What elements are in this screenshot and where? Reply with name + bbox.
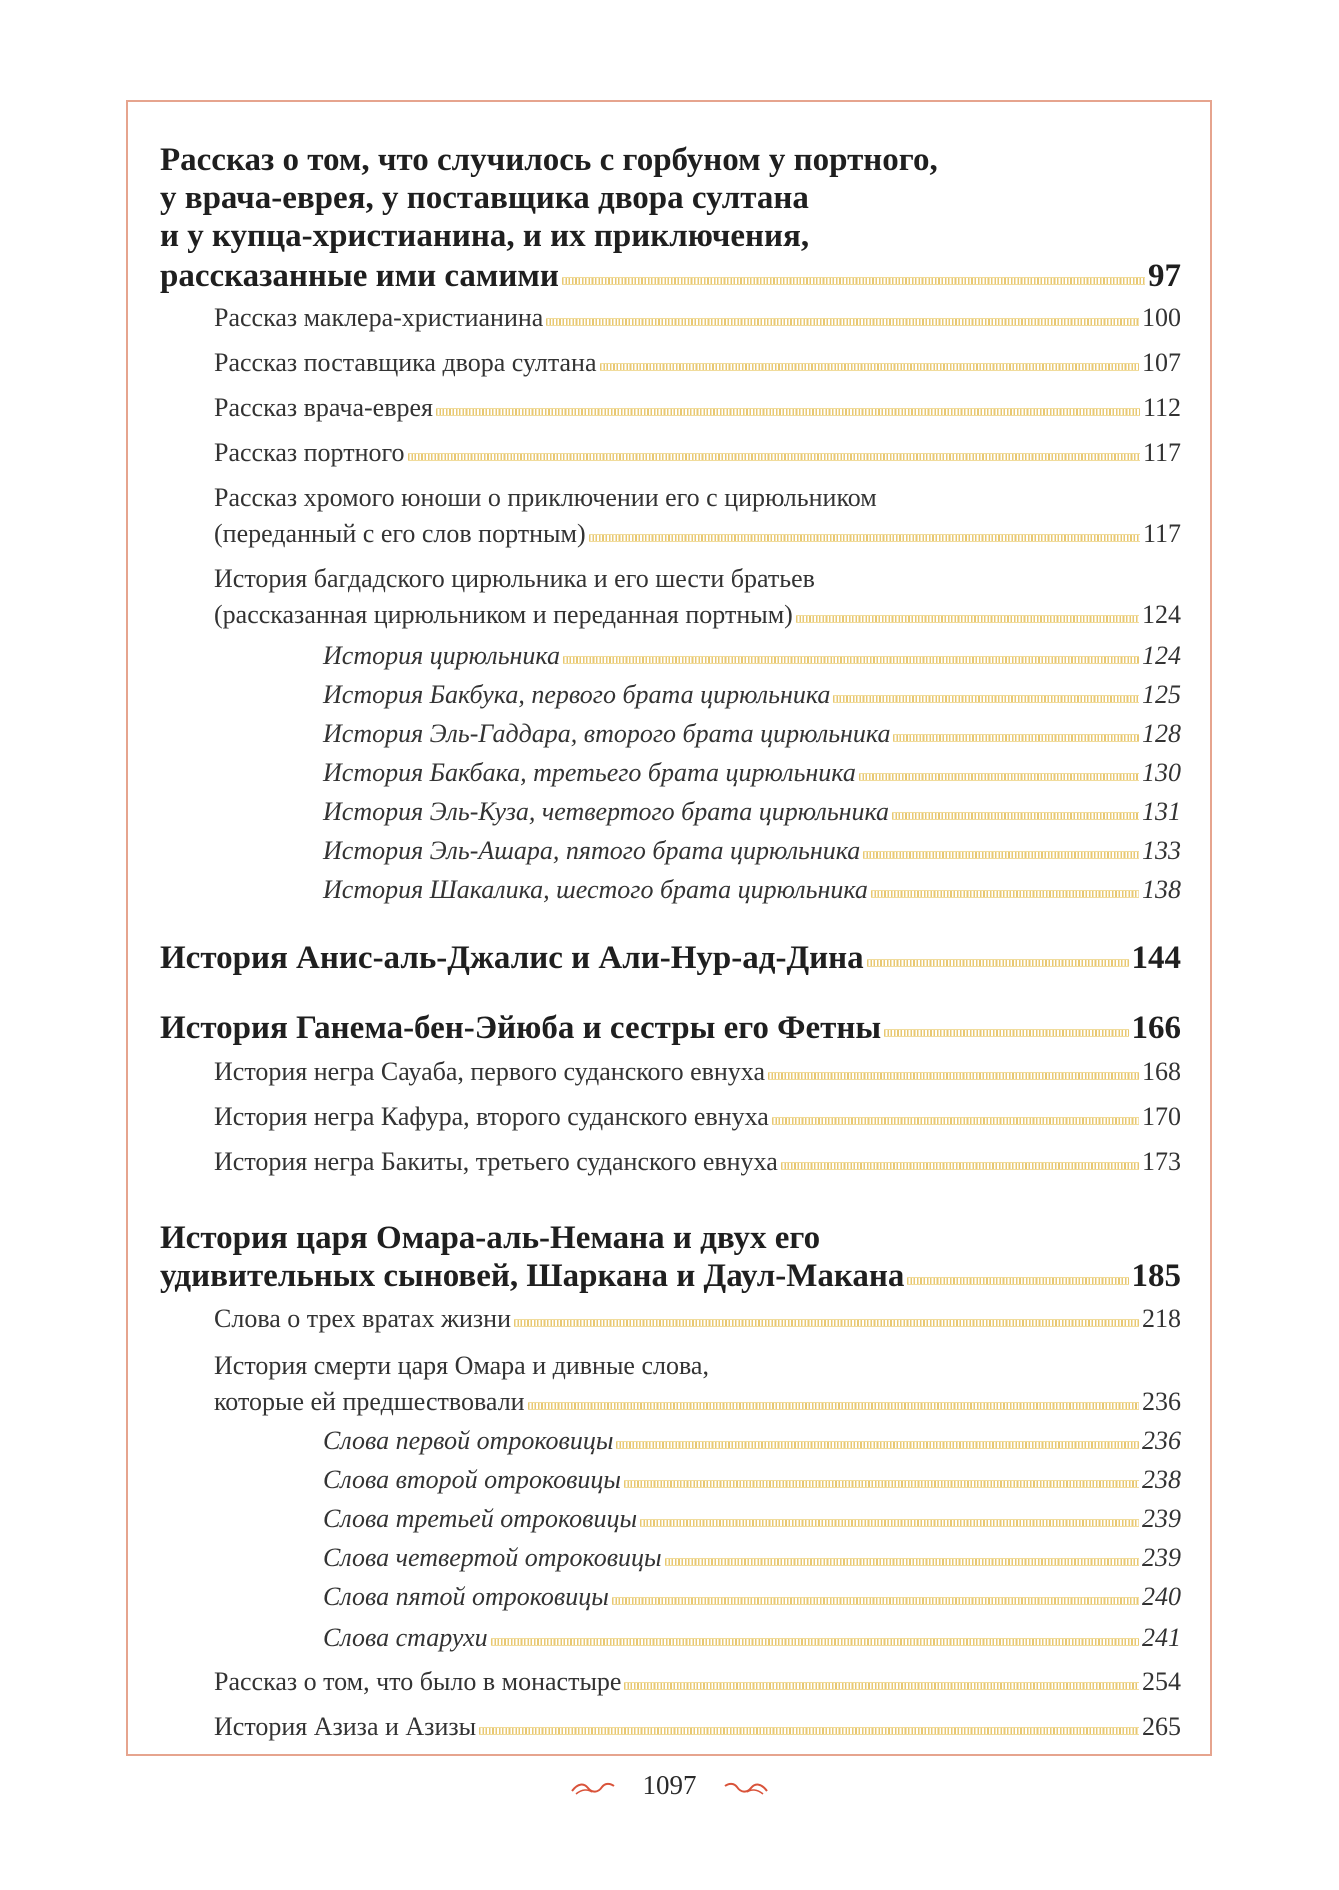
toc-entry-title: История Бакбака, третьего брата цирюльника (323, 758, 856, 787)
toc-entry-title: Рассказ поставщика двора султана (214, 348, 597, 377)
toc-entry-line: История смерти царя Омара и дивные слова, (214, 1351, 709, 1380)
toc-page-number: 240 (1142, 1582, 1181, 1611)
toc-entry-title: История Ганема-бен-Эйюба и сестры его Фетны (160, 1010, 882, 1046)
toc-entry-line: Рассказ хромого юноши о приключении его с цирюльником (214, 483, 877, 512)
toc-page-number: 166 (1131, 1010, 1181, 1046)
toc-entry[interactable] (323, 718, 1181, 750)
toc-entry-title: История Эль-Гаддара, второго брата цирюльника (323, 719, 891, 748)
toc-entry[interactable] (323, 835, 1181, 867)
dot-leader (546, 318, 1139, 326)
dot-leader (479, 1727, 1139, 1735)
toc-page-number: 117 (1142, 438, 1181, 467)
toc-page-number: 254 (1142, 1667, 1181, 1696)
toc-entry[interactable] (323, 640, 1181, 672)
toc-entry[interactable] (214, 1101, 1181, 1133)
toc-entry-line: История царя Омара-аль-Немана и двух его (160, 1220, 821, 1256)
toc-entry[interactable] (214, 437, 1181, 469)
toc-page-number: 124 (1142, 600, 1181, 629)
toc-entry-title: Рассказ маклера-христианина (214, 303, 544, 332)
dot-leader (408, 453, 1140, 461)
toc-entry[interactable] (323, 1425, 1181, 1457)
toc-entry[interactable] (214, 1146, 1181, 1178)
toc-page-number: 133 (1142, 836, 1181, 865)
toc-entry-line: и у купца-христианина, и их приключения, (160, 218, 810, 254)
toc-entry-title: История негра Сауаба, первого суданского евнуха (214, 1057, 766, 1086)
toc-page-number: 130 (1142, 758, 1181, 787)
toc-page-number: 239 (1142, 1543, 1181, 1572)
toc-page-number: 238 (1142, 1465, 1181, 1494)
toc-entry-title: Слова четвертой отроковицы (323, 1543, 662, 1572)
toc-entry-title: (рассказанная цирюльником и переданная портным) (214, 600, 793, 629)
dot-leader (528, 1402, 1139, 1410)
toc-entry-title: Рассказ врача-еврея (214, 393, 433, 422)
toc-page-number: 185 (1131, 1258, 1181, 1294)
page-footer (0, 1770, 1339, 1801)
toc-page-number: 124 (1142, 641, 1181, 670)
toc-page-number: 131 (1142, 797, 1181, 826)
dot-leader (612, 1597, 1139, 1605)
dot-leader (772, 1117, 1139, 1125)
toc-entry-title: Слова первой отроковицы (323, 1426, 614, 1455)
toc-entry-line: Рассказ о том, что случилось с горбуном у портного, (160, 142, 938, 178)
toc-entry-title: История Эль-Ашара, пятого брата цирюльника (323, 836, 861, 865)
toc-entry-title: Слова третьей отроковицы (323, 1504, 638, 1533)
toc-entry[interactable] (214, 392, 1181, 424)
toc-entry[interactable] (160, 256, 1181, 296)
toc-page-number: 241 (1142, 1623, 1181, 1652)
dot-leader (907, 1277, 1128, 1285)
toc-page-number: 218 (1142, 1304, 1181, 1333)
toc-page-number: 112 (1142, 393, 1181, 422)
toc-entry-title: Слова старухи (323, 1623, 488, 1652)
toc-entry[interactable] (214, 347, 1181, 379)
dot-leader (624, 1682, 1139, 1690)
dot-leader (514, 1319, 1139, 1327)
toc-page-number: 170 (1142, 1102, 1181, 1131)
toc-entry-title: История Эль-Куза, четвертого брата цирюльника (323, 797, 890, 826)
toc-entry[interactable] (323, 1581, 1181, 1613)
toc-entry[interactable] (323, 796, 1181, 828)
toc-entry[interactable] (160, 938, 1181, 978)
right-ornament-icon (723, 1780, 769, 1796)
dot-leader (781, 1162, 1139, 1170)
toc-entry[interactable] (323, 874, 1181, 906)
toc-page-number: 117 (1142, 519, 1181, 548)
dot-leader (884, 1029, 1128, 1037)
toc-page-number: 173 (1142, 1147, 1181, 1176)
dot-leader (863, 851, 1139, 859)
toc-entry-title: (переданный с его слов портным) (214, 519, 586, 548)
toc-page-number: 128 (1142, 719, 1181, 748)
toc-page-number: 239 (1142, 1504, 1181, 1533)
toc-entry[interactable] (323, 757, 1181, 789)
toc-entry-title: История Азиза и Азизы (214, 1712, 477, 1741)
toc-entry[interactable] (214, 1386, 1181, 1418)
toc-entry-title: История цирюльника (323, 641, 560, 670)
toc-entry[interactable] (323, 1542, 1181, 1574)
toc-entry[interactable] (214, 518, 1181, 550)
toc-page-number: 236 (1142, 1387, 1181, 1416)
dot-leader (871, 890, 1139, 898)
toc-entry[interactable] (214, 1056, 1181, 1088)
toc-entry-title: История негра Кафура, второго суданского евнуха (214, 1102, 769, 1131)
dot-leader (563, 656, 1139, 664)
dot-leader (640, 1519, 1139, 1527)
toc-entry-title: Рассказ портного (214, 438, 405, 467)
toc-entry-title: История Бакбука, первого брата цирюльника (323, 680, 831, 709)
toc-entry-title: рассказанные ими самими (160, 258, 559, 294)
dot-leader (859, 773, 1139, 781)
dot-leader (665, 1558, 1139, 1566)
toc-entry[interactable] (323, 679, 1181, 711)
toc-entry-title: которые ей предшествовали (214, 1387, 525, 1416)
dot-leader (491, 1638, 1139, 1646)
toc-entry[interactable] (323, 1503, 1181, 1535)
toc-page-number: 107 (1142, 348, 1181, 377)
toc-entry[interactable] (214, 302, 1181, 334)
dot-leader (893, 734, 1139, 742)
toc-page-number: 97 (1148, 258, 1181, 294)
dot-leader (624, 1480, 1139, 1488)
dot-leader (796, 615, 1139, 623)
toc-entry-title: История Шакалика, шестого брата цирюльника (323, 875, 868, 904)
dot-leader (589, 534, 1140, 542)
toc-entry[interactable] (160, 1256, 1181, 1296)
dot-leader (436, 408, 1140, 416)
toc-entry-title: История Анис-аль-Джалис и Али-Нур-ад-Дина (160, 940, 864, 976)
toc-entry[interactable] (214, 1666, 1181, 1698)
toc-entry-title: История негра Бакиты, третьего суданского евнуха (214, 1147, 778, 1176)
dot-leader (600, 363, 1139, 371)
toc-page-number: 236 (1142, 1426, 1181, 1455)
toc-page-number: 125 (1142, 680, 1181, 709)
toc-entry[interactable] (160, 1008, 1181, 1048)
dot-leader (562, 277, 1145, 285)
left-ornament-icon (570, 1780, 616, 1796)
toc-entry-title: Слова пятой отроковицы (323, 1582, 609, 1611)
toc-entry[interactable] (214, 599, 1181, 631)
dot-leader (768, 1072, 1139, 1080)
dot-leader (867, 959, 1129, 967)
toc-entry[interactable] (323, 1464, 1181, 1496)
toc-entry-line: История багдадского цирюльника и его шести братьев (214, 564, 815, 593)
toc-page-number: 168 (1142, 1057, 1181, 1086)
toc-entry-line: у врача-еврея, у поставщика двора султана (160, 180, 809, 216)
toc-page-number: 144 (1131, 940, 1181, 976)
dot-leader (833, 695, 1139, 703)
toc-entry-title: удивительных сыновей, Шаркана и Даул-Макана (160, 1258, 905, 1294)
toc-entry[interactable] (214, 1303, 1181, 1335)
page-number: 1097 (642, 1770, 697, 1800)
toc-page-number: 100 (1142, 303, 1181, 332)
dot-leader (616, 1441, 1139, 1449)
toc-entry-title: Слова второй отроковицы (323, 1465, 622, 1494)
toc-page-number: 265 (1142, 1712, 1181, 1741)
toc-entry[interactable] (323, 1622, 1181, 1654)
toc-entry[interactable] (214, 1711, 1181, 1743)
dot-leader (892, 812, 1139, 820)
toc-entry-title: Рассказ о том, что было в монастыре (214, 1667, 622, 1696)
toc-entry-title: Слова о трех вратах жизни (214, 1304, 512, 1333)
toc-page-number: 138 (1142, 875, 1181, 904)
